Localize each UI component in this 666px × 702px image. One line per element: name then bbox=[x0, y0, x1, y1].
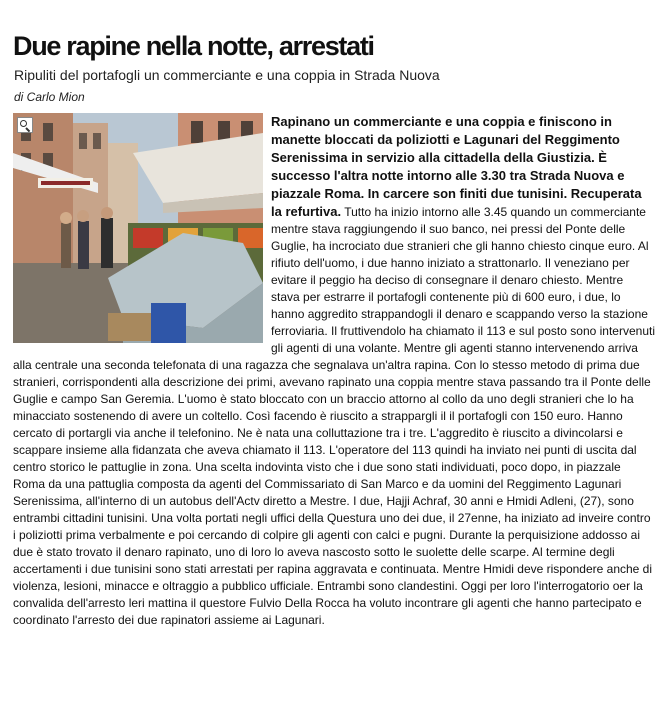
byline: di Carlo Mion bbox=[14, 90, 85, 104]
market-street-photo bbox=[13, 113, 263, 343]
subtitle: Ripuliti del portafogli un commerciante e una coppia in Strada Nuova bbox=[14, 67, 440, 83]
zoom-icon-lens bbox=[20, 120, 27, 127]
zoom-icon[interactable] bbox=[17, 117, 33, 133]
article-photo[interactable] bbox=[13, 113, 263, 343]
article bbox=[13, 0, 655, 629]
headline: Due rapine nella notte, arrestati bbox=[13, 31, 374, 61]
article-body bbox=[13, 113, 655, 629]
zoom-icon-handle bbox=[25, 127, 30, 132]
lead-paragraph: Rapinano un commerciante e una coppia e finiscono in manette bloccati da poliziotti e Lagunari del Reggimento Serenissima in servizio alla cittadella della Giustizia. È successo l'altra notte intorno alle 3.30 tra Strada Nuova e piazzale Roma. In carcere son finiti due tunisini. Recuperata la refurtiva. bbox=[271, 114, 642, 219]
body-content: Tutto ha inizio intorno alle 3.45 quando un commerciante mentre stava raggiungendo il suo banco, nei pressi del Ponte delle Guglie, ha incrociato due stranieri che gli hanno chiesto cinque euro. Al rifiuto dell'uomo, i due hanno iniziato a strattonarlo. Il veneziano per evitare il peggio ha deciso di consegnare il denaro chiesto. Mentre stava per estrarre il portafogli contenente più di 600 euro, i due, lo hanno aggredito strappandogli il denaro e scappando verso la stazione ferroviaria. Il fruttivendolo ha chiamato il 113 e sul posto sono intervenuti gli agenti di una volante. Mentre gli agenti stanno intervenendo arriva alla centrale una seconda telefonata di una ragazza che segnalava un'altra rapina. Con lo stesso metodo di prima due stranieri, corrispondenti alla descrizione dei primi, avevano rapinato una coppia mentre stava passando tra il Ponte delle Guglie e campo San Geremia. L'uomo è stato bloccato con un braccio attorno al collo da uno degli stranieri che lo ha minacciato sostenendo di avere un coltello. Così facendo è riuscito a strappargli il il portafogli con 150 euro. Hanno cercato di portargli via anche il telefonino. Ne è nata una colluttazione tra i tre. L'aggredito è riuscito a divincolarsi e scappare insieme alla fidanzata che aveva chiamato il 113. L'operatore del 113 quindi ha inviato nei punti di uscita dal centro storico le pattuglie in zona. Una scelta indovinta visto che i due sono stati individuati, poco dopo, in piazzale Roma da una pattuglia composta da agenti del Commissariato di San Marco e da uomini del Reggimento Lagunari Serenissima, all'interno di un autobus dell'Actv diretto a Mestre. I due, Hajji Achraf, 30 anni e Hmidi Adleni, (27), sono entrambi cittadini tunisini. Una volta portati negli uffici della Questura uno dei due, il 27enne, ha iniziato ad inveire contro i poliziotti prima verbalmente e poi cercando di colpire gli agenti con calci e pugni. Durante la perquisizione addosso ai due è stato trovato il denaro rapinato, uno di loro lo aveva nascosto sotto le suolette delle scarpe. Al termine degli accertamenti i due tunisini sono stati arrestati per rapina aggravata e continuata. Mentre Hmidi deve rispondere anche di violenza, lesioni, minacce e oltraggio a pubblico ufficiale. Entrambi sono clandestini. Oggi per loro l'interrogatorio oer la convalida dell'arresto leri mattina il questore Fulvio Della Rocca ha voluto incontrare gli agenti che hanno partecipato e coordinato l'arresto dei due rapinatori assieme ai Lagunari. bbox=[13, 205, 655, 627]
